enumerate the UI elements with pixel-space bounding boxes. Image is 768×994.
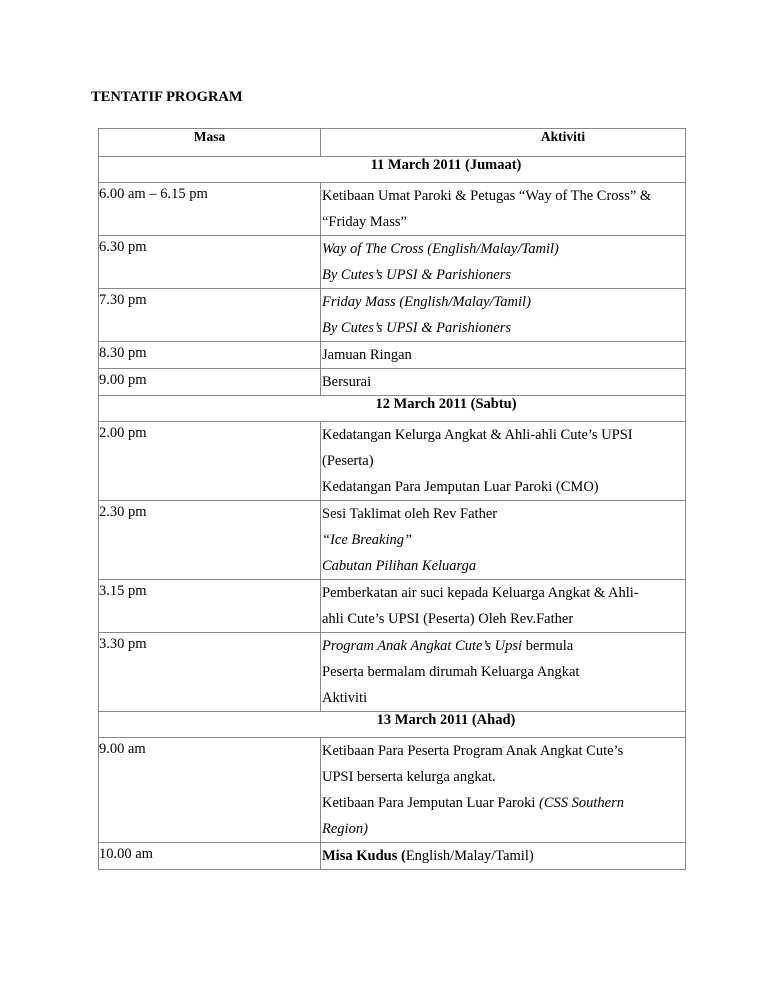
activity-cell (321, 369, 686, 396)
activity-text: Friday Mass (English/Malay/Tamil) (322, 294, 531, 310)
activity-text: Kedatangan Kelurga Angkat & Ahli-ahli Cute’s UPSI (322, 427, 633, 443)
time-text: 6.00 am – 6.15 pm (99, 186, 208, 202)
time-cell (99, 289, 321, 342)
day-row (99, 396, 686, 422)
schedule-table (98, 128, 686, 870)
activity-text: Kedatangan Para Jemputan Luar Paroki (CMO) (322, 479, 599, 495)
activity-line (322, 527, 685, 553)
activity-text: “Friday Mass” (322, 214, 407, 230)
activity-text: Pemberkatan air suci kepada Keluarga Angkat & Ahli- (322, 585, 639, 601)
activity-line (322, 369, 685, 395)
activity-cell (321, 183, 686, 236)
time-cell (99, 633, 321, 712)
activity-line (322, 183, 685, 209)
time-cell (99, 843, 321, 870)
table-row (99, 183, 686, 236)
activity-text: bermula (522, 638, 574, 654)
time-text: 10.00 am (99, 846, 153, 862)
activity-text: Aktiviti (322, 690, 368, 706)
activity-line (322, 790, 685, 816)
table-row (99, 236, 686, 289)
activity-cell (321, 236, 686, 289)
activity-text: By Cutes’s UPSI & Parishioners (322, 320, 512, 336)
activity-line (322, 659, 685, 685)
activity-text: ahli Cute’s UPSI (Peserta) Oleh Rev.Father (322, 611, 574, 627)
time-cell (99, 342, 321, 369)
activity-text: Jamuan Ringan (322, 347, 412, 363)
activity-line (322, 236, 685, 262)
activity-cell (321, 738, 686, 843)
activity-line (322, 580, 685, 606)
column-header-aktiviti (321, 129, 686, 157)
activity-cell (321, 843, 686, 870)
activity-line (322, 738, 685, 764)
column-header-masa: Masa (99, 129, 321, 157)
activity-text: Peserta bermalam dirumah Keluarga Angkat (322, 664, 580, 680)
day-row (99, 712, 686, 738)
activity-text: By Cutes’s UPSI & Parishioners (322, 267, 512, 283)
day-row (99, 157, 686, 183)
table-row (99, 289, 686, 342)
activity-cell (321, 289, 686, 342)
column-header-aktiviti-label: Aktiviti (540, 129, 586, 144)
activity-line (322, 764, 685, 790)
time-text: 8.30 pm (99, 345, 147, 361)
time-text: 6.30 pm (99, 239, 147, 255)
activity-cell (321, 501, 686, 580)
time-text: 2.30 pm (99, 504, 147, 520)
table-row (99, 738, 686, 843)
activity-text: (Peserta) (322, 453, 374, 469)
activity-text: Cabutan Pilihan Keluarga (322, 558, 477, 574)
activity-line (322, 262, 685, 288)
activity-line (322, 501, 685, 527)
activity-line (322, 816, 685, 842)
time-cell (99, 422, 321, 501)
activity-text: (CSS Southern (539, 795, 625, 811)
day-heading-text: 13 March 2011 (Ahad) (376, 712, 516, 728)
header-row (99, 129, 686, 157)
activity-text: Program Anak Angkat Cute’s Upsi (322, 638, 523, 654)
activity-cell (321, 633, 686, 712)
page-title: TENTATIF PROGRAM (91, 89, 243, 105)
activity-text: Misa Kudus (322, 848, 398, 864)
day-heading (99, 157, 686, 183)
activity-text: Way of The Cross (English/Malay/Tamil) (322, 241, 559, 257)
schedule-body (99, 157, 686, 870)
time-text: 2.00 pm (99, 425, 147, 441)
activity-text: Bersurai (322, 374, 372, 390)
table-row (99, 369, 686, 396)
activity-line (322, 422, 685, 448)
table-row (99, 580, 686, 633)
activity-text: “Ice Breaking” (322, 532, 413, 548)
activity-text: Ketibaan Para Jemputan Luar Paroki (322, 795, 540, 811)
time-cell (99, 369, 321, 396)
day-heading-text: 12 March 2011 (Sabtu) (375, 396, 517, 412)
time-text: 9.00 pm (99, 372, 147, 388)
activity-line (322, 474, 685, 500)
activity-cell (321, 342, 686, 369)
time-text: 3.30 pm (99, 636, 147, 652)
activity-line (322, 209, 685, 235)
time-cell (99, 580, 321, 633)
table-row (99, 501, 686, 580)
time-text: 3.15 pm (99, 583, 147, 599)
activity-line (322, 633, 685, 659)
activity-line (322, 685, 685, 711)
activity-cell (321, 580, 686, 633)
activity-line (322, 289, 685, 315)
day-heading-text: 11 March 2011 (Jumaat) (370, 157, 522, 173)
table-row (99, 342, 686, 369)
activity-line (322, 448, 685, 474)
activity-text: Ketibaan Para Peserta Program Anak Angkat Cute’s (322, 743, 624, 759)
activity-text: UPSI berserta kelurga angkat. (322, 769, 496, 785)
activity-line (322, 315, 685, 341)
table-row (99, 422, 686, 501)
time-cell (99, 236, 321, 289)
time-text: 9.00 am (99, 741, 146, 757)
time-text: 7.30 pm (99, 292, 147, 308)
activity-text: Sesi Taklimat oleh Rev Father (322, 506, 498, 522)
activity-text: Ketibaan Umat Paroki & Petugas “Way of The Cross” & (322, 188, 652, 204)
activity-text: Region) (322, 821, 368, 837)
time-cell (99, 501, 321, 580)
activity-text: English/Malay/Tamil) (405, 848, 534, 864)
activity-line (322, 606, 685, 632)
table-row (99, 633, 686, 712)
time-cell (99, 738, 321, 843)
activity-text: ( (397, 848, 406, 864)
table-row (99, 843, 686, 870)
activity-cell (321, 422, 686, 501)
time-cell (99, 183, 321, 236)
activity-line (322, 843, 685, 869)
day-heading (99, 712, 686, 738)
activity-line (322, 342, 685, 368)
activity-line (322, 553, 685, 579)
day-heading (99, 396, 686, 422)
